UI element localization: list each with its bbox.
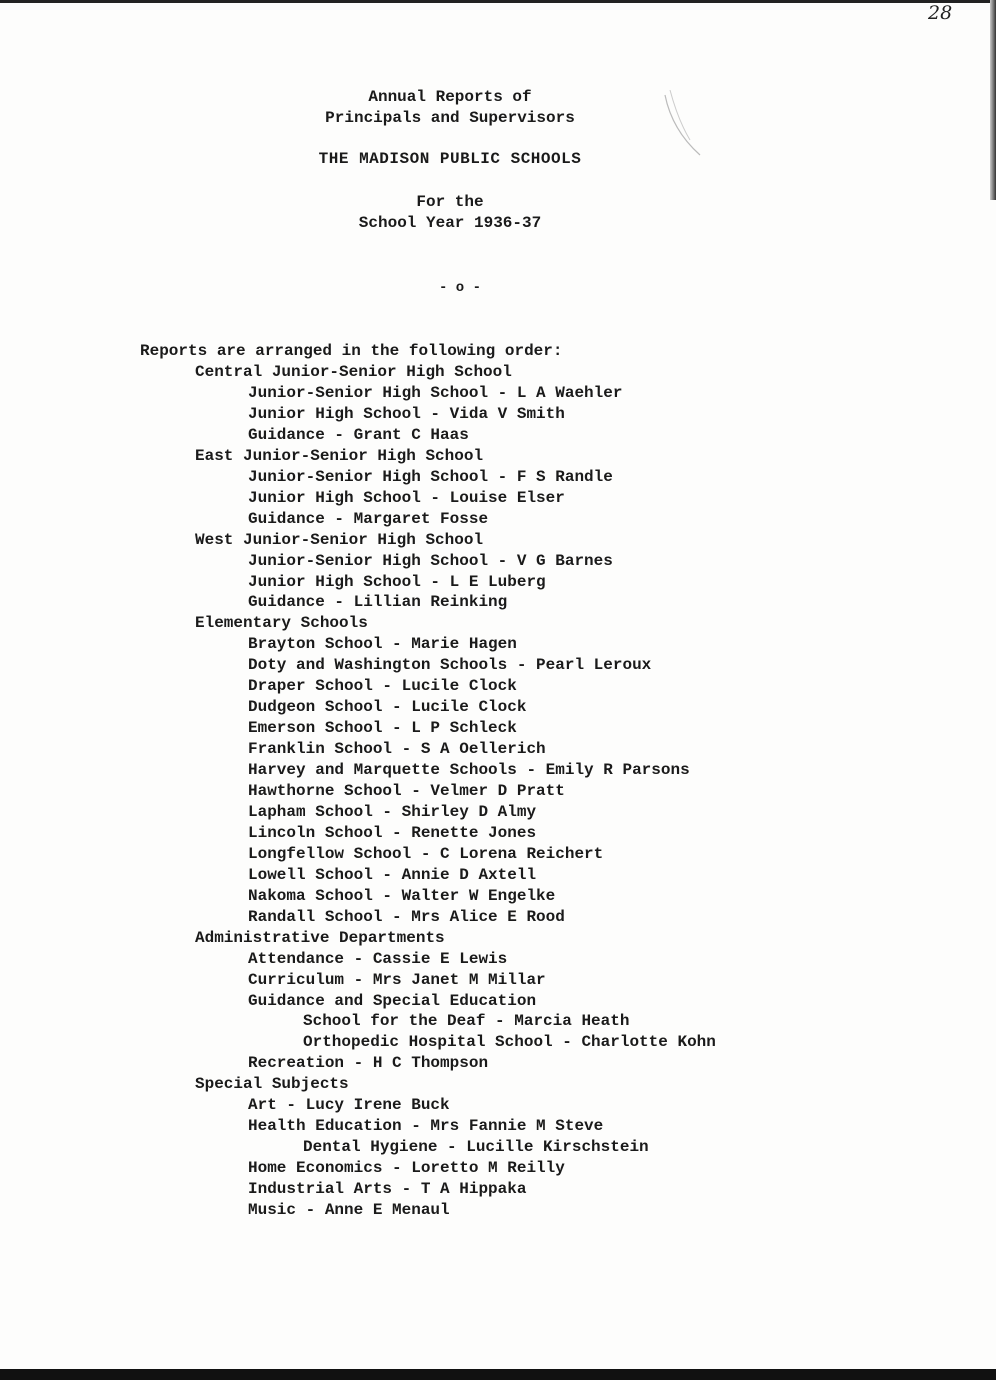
list-item-level-2: Guidance - Lillian Reinking bbox=[248, 593, 508, 611]
list-item-level-1: East Junior-Senior High School bbox=[195, 447, 484, 465]
list-item-level-2: Emerson School - L P Schleck bbox=[248, 719, 517, 737]
list-item-level-2: Home Economics - Loretto M Reilly bbox=[248, 1159, 565, 1177]
list-item-level-2: Doty and Washington Schools - Pearl Leroux bbox=[248, 656, 652, 674]
list-item-level-2: Lapham School - Shirley D Almy bbox=[248, 803, 537, 821]
list-item-level-2: Art - Lucy Irene Buck bbox=[248, 1096, 450, 1114]
section-divider: - o - bbox=[438, 280, 481, 296]
list-item-level-2: Randall School - Mrs Alice E Rood bbox=[248, 908, 565, 926]
list-item-level-2: Lincoln School - Renette Jones bbox=[248, 824, 537, 842]
list-item-level-2: Junior-Senior High School - V G Barnes bbox=[248, 552, 613, 570]
list-item-level-2: Harvey and Marquette Schools - Emily R Parsons bbox=[248, 761, 690, 779]
list-item-level-1: Central Junior-Senior High School bbox=[195, 363, 512, 381]
list-item-level-2: Lowell School - Annie D Axtell bbox=[248, 866, 537, 884]
list-item-level-2: Attendance - Cassie E Lewis bbox=[248, 950, 508, 968]
title-line-2: Principals and Supervisors bbox=[325, 109, 575, 127]
scan-top-edge bbox=[0, 0, 996, 3]
list-item-level-2: Music - Anne E Menaul bbox=[248, 1201, 450, 1219]
list-item-level-2: Junior High School - L E Luberg bbox=[248, 573, 546, 591]
list-item-level-2: Dudgeon School - Lucile Clock bbox=[248, 698, 527, 716]
list-item-level-2: Junior High School - Louise Elser bbox=[248, 489, 565, 507]
list-item-level-2: Guidance - Grant C Haas bbox=[248, 426, 469, 444]
list-item-level-2: Hawthorne School - Velmer D Pratt bbox=[248, 782, 565, 800]
list-item-level-2: Industrial Arts - T A Hippaka bbox=[248, 1180, 527, 1198]
list-item-level-2: Curriculum - Mrs Janet M Millar bbox=[248, 971, 546, 989]
list-item-level-2: Franklin School - S A Oellerich bbox=[248, 740, 546, 758]
intro-text: Reports are arranged in the following order: bbox=[140, 342, 563, 360]
list-item-level-1: Elementary Schools bbox=[195, 614, 368, 632]
scan-right-edge bbox=[990, 0, 996, 200]
scan-bottom-edge bbox=[0, 1369, 996, 1380]
list-item-level-1: Special Subjects bbox=[195, 1075, 349, 1093]
list-item-level-2: Health Education - Mrs Fannie M Steve bbox=[248, 1117, 604, 1135]
list-item-level-3: Dental Hygiene - Lucille Kirschstein bbox=[303, 1138, 649, 1156]
title-line-1: Annual Reports of bbox=[368, 88, 532, 106]
school-year-title: School Year 1936-37 bbox=[358, 214, 542, 232]
list-item-level-3: School for the Deaf - Marcia Heath bbox=[303, 1012, 630, 1030]
list-item-level-2: Recreation - H C Thompson bbox=[248, 1054, 489, 1072]
list-item-level-2: Nakoma School - Walter W Engelke bbox=[248, 887, 556, 905]
list-item-level-2: Junior-Senior High School - F S Randle bbox=[248, 468, 613, 486]
list-item-level-2: Guidance - Margaret Fosse bbox=[248, 510, 489, 528]
handwritten-page-number: 28 bbox=[928, 2, 953, 24]
list-item-level-2: Brayton School - Marie Hagen bbox=[248, 635, 517, 653]
list-item-level-2: Junior-Senior High School - L A Waehler bbox=[248, 384, 623, 402]
list-item-level-2: Guidance and Special Education bbox=[248, 992, 537, 1010]
list-item-level-1: West Junior-Senior High School bbox=[195, 531, 484, 549]
list-item-level-2: Junior High School - Vida V Smith bbox=[248, 405, 565, 423]
list-item-level-3: Orthopedic Hospital School - Charlotte Kohn bbox=[303, 1033, 716, 1051]
list-item-level-2: Draper School - Lucile Clock bbox=[248, 677, 517, 695]
list-item-level-1: Administrative Departments bbox=[195, 929, 445, 947]
title-line-4: For the bbox=[416, 193, 484, 211]
institution-title: THE MADISON PUBLIC SCHOOLS bbox=[318, 150, 582, 168]
list-item-level-2: Longfellow School - C Lorena Reichert bbox=[248, 845, 604, 863]
